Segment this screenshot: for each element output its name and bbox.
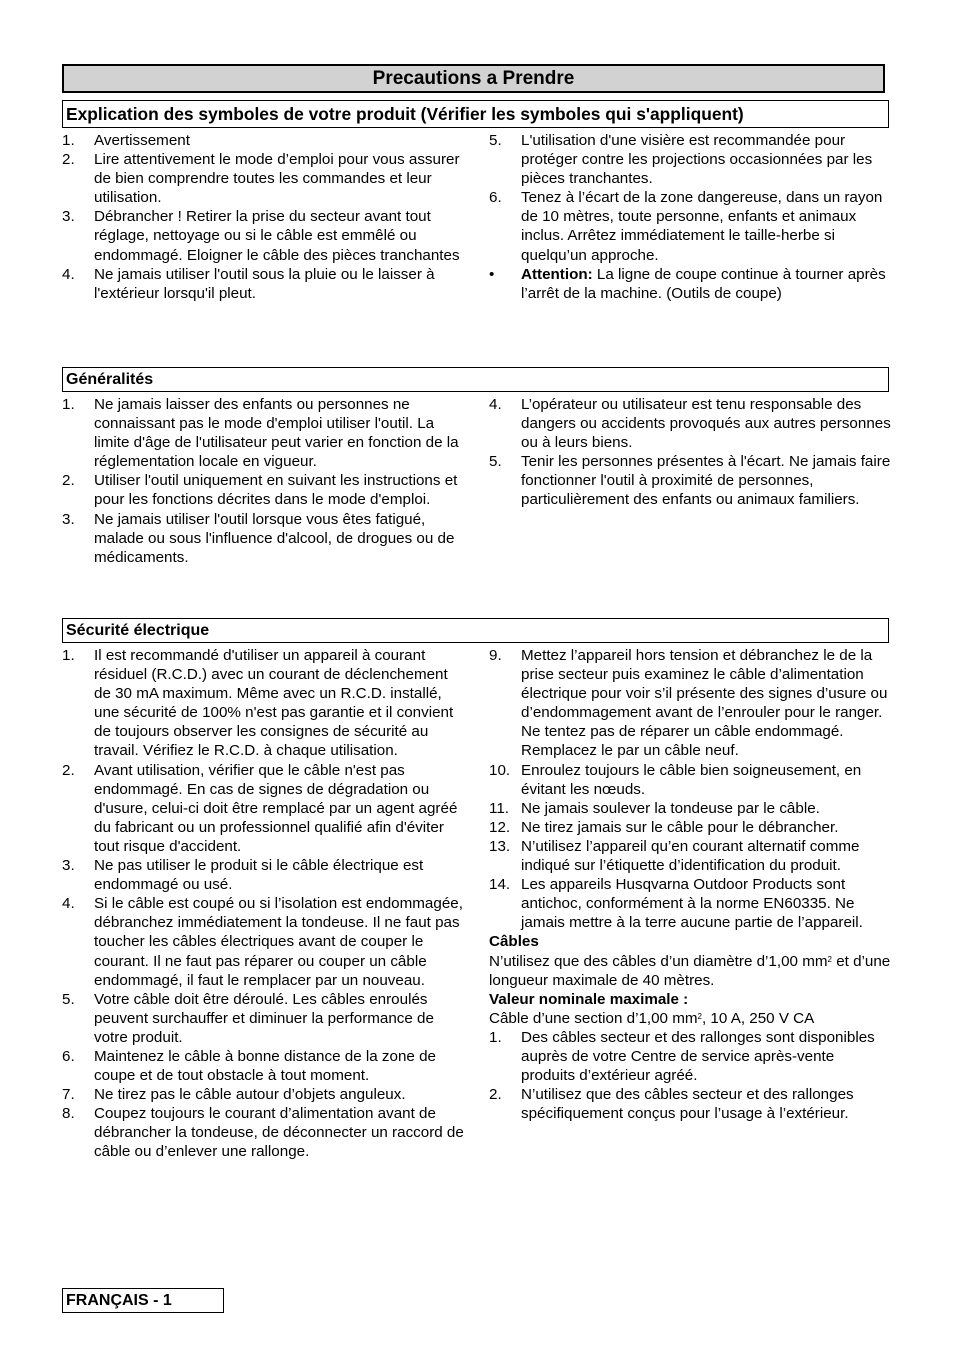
list-item: • Attention: La ligne de coupe continue à tourner après l’arrêt de la machine. (Outils de coupe) [489,265,886,302]
list-item: 2. N’utilisez que des câbles secteur et des rallonges spécifiquement conçus pour l’usage à l’extérieur. [489,1086,854,1123]
list-item: 7. Ne tirez pas le câble autour d’objets anguleux. [62,1086,406,1104]
list-item: 5. Tenir les personnes présentes à l'écart. Ne jamais faire fonctionner l'outil à proximité de personnes, particulièrement des enfants ou animaux familiers. [489,453,891,509]
list-item: 5. Votre câble doit être déroulé. Les câbles enroulés peuvent surchauffer et diminuer la performance de votre produit. [62,990,434,1046]
cables-heading: Câbles [489,933,539,951]
general-list-right [489,395,891,510]
list-item: 8. Coupez toujours le courant d’alimentation avant de débrancher la tondeuse, de déconnecter un raccord de câble ou d’enlever une rallonge. [62,1105,464,1161]
rating-text: Câble d’une section d’1,00 $mm^2$, 10 A, 250 V CA [489,1009,815,1027]
list-item: 14. Les appareils Husqvarna Outdoor Products sont antichoc, conformément à la norme EN60335. Ne jamais mettre à la terre aucune partie de l’appareil. [489,876,863,932]
list-item: 11. Ne jamais soulever la tondeuse par le câble. [489,799,820,817]
list-item: 4. Si le câble est coupé ou si l’isolation est endommagée, débranchez immédiatement la tondeuse. Il ne faut pas toucher les câbles électriques avant de couper le courant. Il ne faut pas réparer ou couper un câble endommagé, il faut le remplacer par un nouveau. [62,895,463,989]
list-item: 2. Lire attentivement le mode d’emploi pour vous assurer de bien comprendre toutes les commandes et leur utilisation. [62,151,460,207]
list-item: 4. Ne jamais utiliser l'outil sous la pluie ou le laisser à l'extérieur lorsqu'il pleut. [62,265,435,302]
list-item: 3. Ne jamais utiliser l'outil lorsque vous êtes fatigué, malade ou sous l'influence d'alcool, de drogues ou de médicaments. [62,510,455,566]
list-item: 1. Ne jamais laisser des enfants ou personnes ne connaissant pas le mode d'emploi utiliser l'outil. La limite d'âge de l'utilisateur peut varier en fonction de la réglementation locale en vigueur. [62,396,459,471]
list-item: 6. Maintenez le câble à bonne distance de la zone de coupe et de tout obstacle à tout moment. [62,1047,436,1085]
section-heading-electrical: Sécurité électrique [62,618,889,643]
list-item: 3. Débrancher ! Retirer la prise du secteur avant tout réglage, nettoyage ou si le câble est emmêlé ou endommagé. Eloigner le câble des pièces tranchantes [62,208,460,264]
page-title: Precautions a Prendre [372,67,575,89]
list-item: 10. Enroulez toujours le câble bien soigneusement, en évitant les nœuds. [489,761,862,798]
list-item: 1. Il est recommandé d'utiliser un appareil à courant résiduel (R.C.D.) avec un courant de déclenchement de 30 mA maximum. Même avec un R.C.D. installé, une sécurité de 100% n'est pas garantie et il convient de toujours observer les consignes de sécurité au travail. Vérifiez le R.C.D. à chaque utilisation. [62,647,454,760]
symbols-list-right [489,131,891,303]
list-item: 13. N’utilisez l’appareil qu’en courant alternatif comme indiqué sur l’étiquette d’identification du produit. [489,837,860,875]
list-item: 2. Avant utilisation, vérifier que le câble n'est pas endommagé. En cas de signes de dégradation ou d'usure, celui-ci doit être remplacé par un agent agréé du fabricant ou un professionnel qualifié afin d'éviter tout risque d'accident. [62,761,458,855]
electrical-list-left [62,646,467,1162]
list-item: 6. Tenez à l’écart de la zone dangereuse, dans un rayon de 10 mètres, toute personne, enfants et animaux inclus. Arrêtez immédiatement le taille-herbe si quelqu’un approche. [489,189,883,264]
list-item: 12. Ne tirez jamais sur le câble pour le débrancher. [489,818,839,836]
rating-heading: Valeur nominale maximale : [489,990,689,1008]
list-item: 5. L'utilisation d'une visière est recommandée pour protéger contre les projections occasionnées par les pièces tranchantes. [489,132,873,188]
page-title-bar [62,64,885,93]
attention-label: Attention: [521,265,593,283]
list-item: 3. Ne pas utiliser le produit si le câble électrique est endommagé ou usé. [62,857,424,894]
general-list-left [62,395,467,567]
list-item: 1. Des câbles secteur et des rallonges sont disponibles auprès de votre Centre de service après-vente produits d’extérieur agréé. [489,1028,875,1085]
section-heading-general: Généralités [62,367,889,392]
list-item: 1. Avertissement [62,132,190,149]
cables-text: N’utilisez que des câbles d’un diamètre d’1,00 $mm^2$ et d’une longueur maximale de 40 mètres. [489,952,891,989]
list-item: 4. L’opérateur ou utilisateur est tenu responsable des dangers ou accidents provoqués aux autres personnes ou à leurs biens. [489,396,891,452]
electrical-list-right [489,646,891,1123]
symbols-list-left [62,131,467,303]
list-item: 9. Mettez l’appareil hors tension et débranchez le de la prise secteur puis examinez le câble d’alimentation électrique pour voir s’il présente des signes d’usure ou d’endommagement avant de l’enrouler pour le ranger. Ne tentez pas de réparer un câble endommagé. Remplacez le par un câble neuf. [489,647,888,760]
list-item: 2. Utiliser l'outil uniquement en suivant les instructions et pour les fonctions décrites dans le mode d'emploi. [62,472,458,509]
page-footer-label: FRANÇAIS - 1 [62,1288,224,1313]
section-heading-symbols: Explication des symboles de votre produit (Vérifier les symboles qui s'appliquent) [62,100,889,128]
